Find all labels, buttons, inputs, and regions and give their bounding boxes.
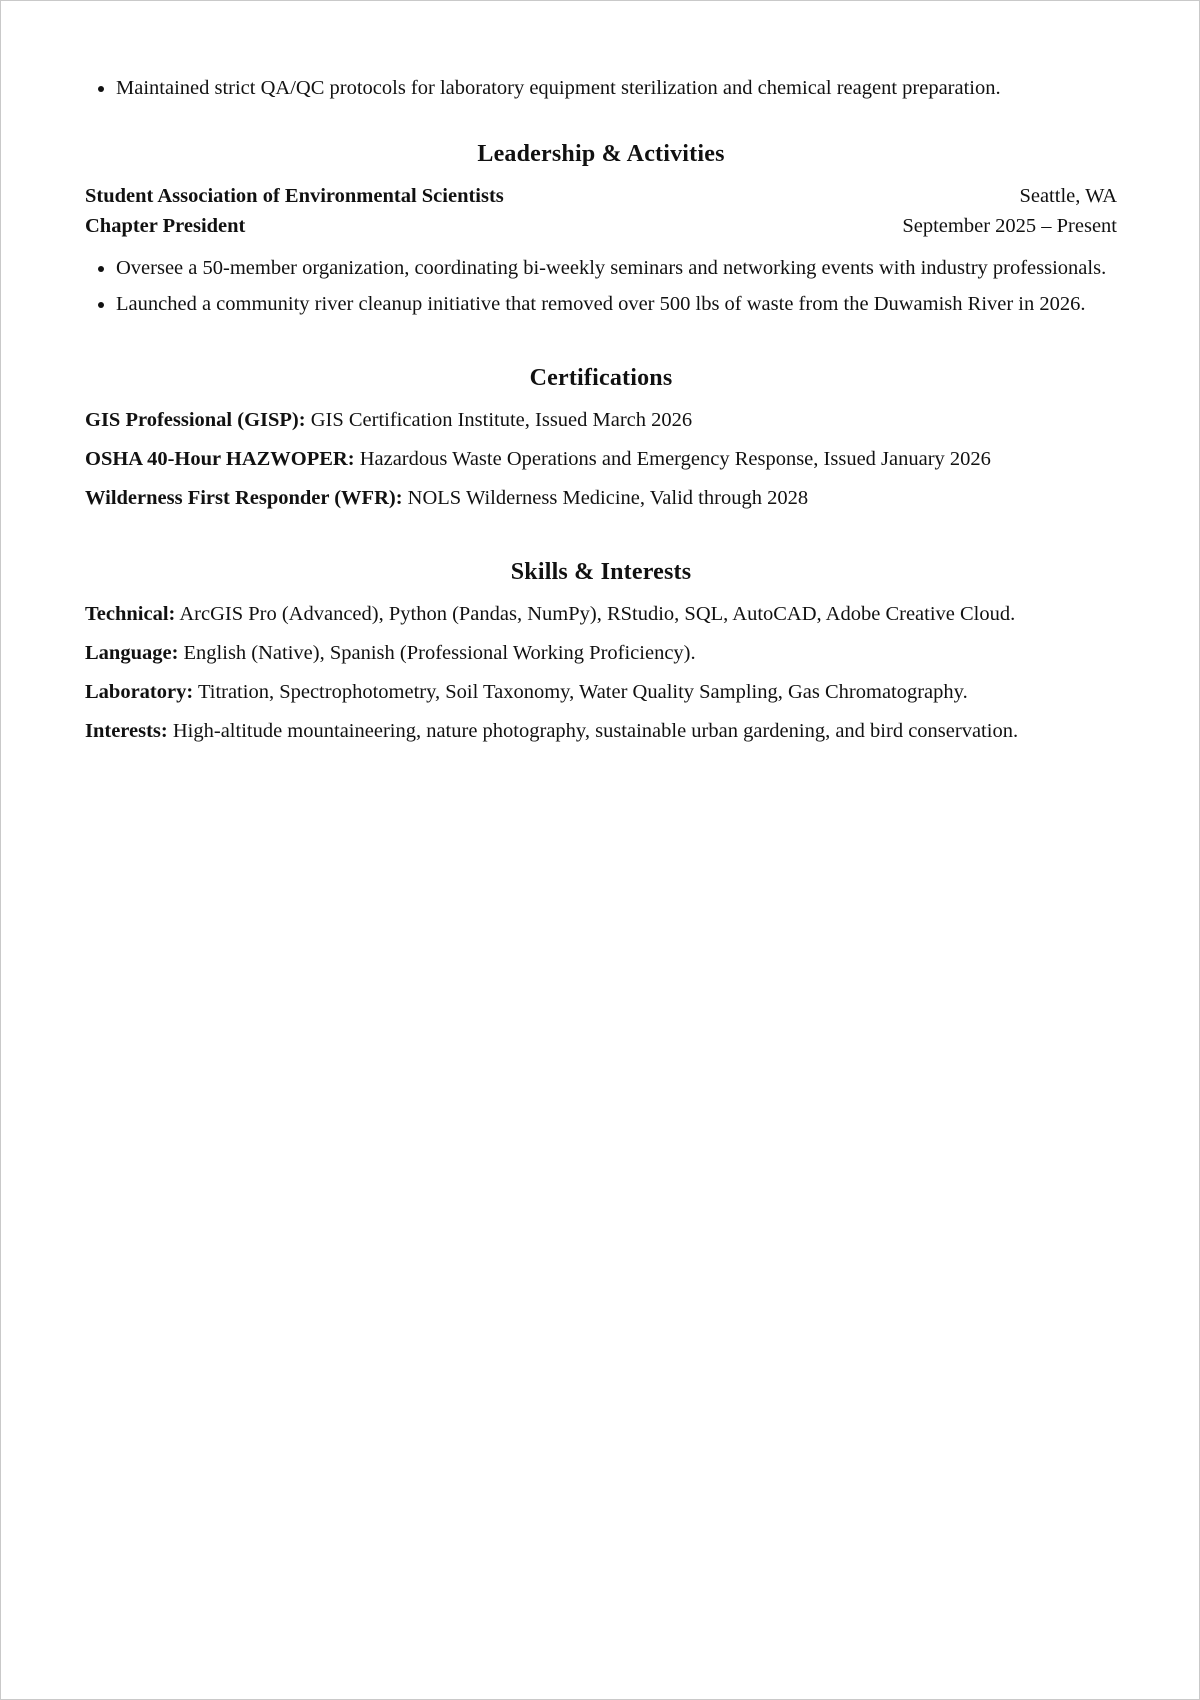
certification-name: GIS Professional (GISP):	[85, 409, 306, 431]
certification-name: Wilderness First Responder (WFR):	[85, 487, 403, 509]
skill-item	[85, 677, 1117, 707]
skill-label: Interests:	[85, 720, 168, 742]
skill-value: English (Native), Spanish (Professional Working Proficiency).	[178, 642, 696, 664]
certification-name: OSHA 40-Hour HAZWOPER:	[85, 448, 355, 470]
certification-item	[85, 483, 1117, 513]
role-dates: September 2025 – Present	[902, 215, 1117, 237]
leadership-bullet: • Oversee a 50-member organization, coordinating bi-weekly seminars and networking events with industry professionals.	[116, 253, 1117, 283]
skill-label: Technical:	[85, 603, 176, 625]
certification-item	[85, 405, 1117, 435]
organization-name: Student Association of Environmental Scientists	[85, 185, 504, 207]
skill-item	[85, 716, 1117, 746]
leadership-role-row	[85, 211, 1117, 241]
skill-item	[85, 638, 1117, 668]
leadership-org-row	[85, 181, 1117, 211]
resume-content	[85, 73, 1117, 755]
experience-continued-bullets	[85, 73, 1117, 103]
certifications-list	[85, 405, 1117, 513]
certification-detail: Hazardous Waste Operations and Emergency Response, Issued January 2026	[354, 448, 991, 470]
skills-list	[85, 599, 1117, 746]
leadership-bullets	[85, 253, 1117, 319]
role-title: Chapter President	[85, 215, 246, 237]
skill-item	[85, 599, 1117, 629]
skill-value: High-altitude mountaineering, nature photography, sustainable urban gardening, and bird conservation.	[167, 720, 1019, 742]
certification-item	[85, 444, 1117, 474]
skills-heading: Skills & Interests	[510, 559, 692, 585]
skill-label: Language:	[85, 642, 179, 664]
certification-detail: NOLS Wilderness Medicine, Valid through 2028	[402, 487, 809, 509]
leadership-heading: Leadership & Activities	[477, 141, 725, 167]
leadership-bullet: • Launched a community river cleanup initiative that removed over 500 lbs of waste from the Duwamish River in 2026.	[116, 289, 1117, 319]
experience-bullet: • Maintained strict QA/QC protocols for laboratory equipment sterilization and chemical reagent preparation.	[116, 73, 1117, 103]
skill-value: Titration, Spectrophotometry, Soil Taxonomy, Water Quality Sampling, Gas Chromatography.	[193, 681, 968, 703]
certification-detail: GIS Certification Institute, Issued March 2026	[305, 409, 693, 431]
skill-value: ArcGIS Pro (Advanced), Python (Pandas, NumPy), RStudio, SQL, AutoCAD, Adobe Creative Cloud.	[175, 603, 1016, 625]
certifications-heading: Certifications	[529, 365, 673, 391]
organization-location: Seattle, WA	[1019, 185, 1117, 207]
leadership-entry	[85, 181, 1117, 241]
skill-label: Laboratory:	[85, 681, 194, 703]
